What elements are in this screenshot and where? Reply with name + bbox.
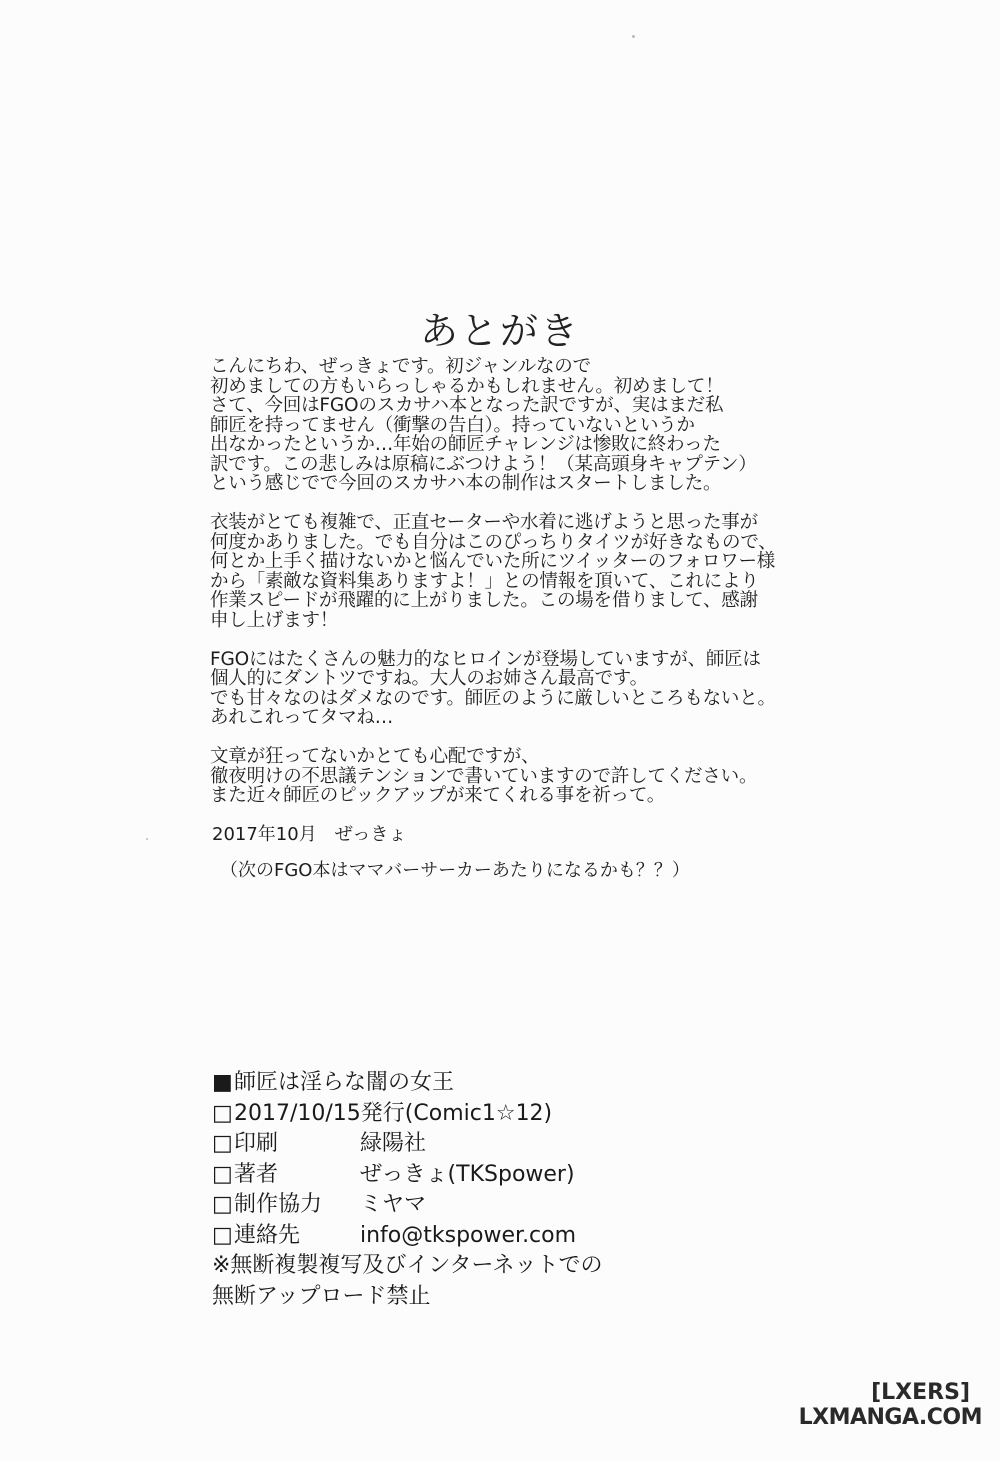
print-speck [632, 35, 635, 38]
colophon-book-title [212, 1068, 602, 1099]
empty-square-icon: □ [212, 1192, 233, 1217]
cooperation-label: 制作協力 [234, 1192, 323, 1217]
paragraph-2 [210, 513, 850, 630]
colophon-release-date [212, 1099, 602, 1130]
page-title: あとがき [419, 309, 580, 353]
colophon-printer [212, 1129, 602, 1160]
text-line: さて、今回はFGOのスカサハ本となった訳ですが、実はまだ私 [210, 395, 724, 416]
notice-text: ※無断複製複写及びインターネットでの [212, 1253, 603, 1278]
author-value: ぜっきょ(TKSpower) [360, 1161, 575, 1187]
colophon [212, 1068, 602, 1312]
release-date: 2017/10/15発行(Comic1☆12) [234, 1100, 553, 1126]
colophon-author [212, 1160, 602, 1191]
text-line: 何とか上手く描けないかと悩んでいた所にツイッターのフォロワー様 [210, 551, 776, 572]
book-title: 師匠は淫らな闇の女王 [234, 1070, 455, 1095]
empty-square-icon: □ [212, 1161, 233, 1187]
text-line: でも甘々なのはダメなのです。師匠のように厳しいところもないと。 [210, 687, 776, 709]
site-watermark [799, 1380, 982, 1431]
copyright-notice-line-1 [212, 1251, 602, 1282]
contact-email: info@tkspower.com [360, 1222, 577, 1248]
text-line: こんにちわ、ぜっきょです。初ジャンルなので [210, 356, 591, 377]
filled-square-icon: ■ [212, 1070, 233, 1095]
text-line: FGOにはたくさんの魅力的なヒロインが登場していますが、師匠は [210, 648, 761, 670]
afterword-body [210, 357, 850, 825]
empty-square-icon: □ [212, 1222, 233, 1248]
text-line: という感じでで今回のスカサハ本の制作はスタートしました。 [210, 473, 722, 494]
signature: 2017年10月 ぜっきょ [212, 824, 407, 845]
watermark-line-1: [LXERS] [871, 1380, 970, 1405]
text-line: 申し上げます！ [210, 609, 339, 631]
colophon-cooperation [212, 1190, 602, 1221]
paragraph-3 [210, 650, 850, 728]
text-line: 訳です。この悲しみは原稿にぶつけよう！（某高頭身キャプテン） [210, 453, 757, 475]
empty-square-icon: □ [212, 1131, 233, 1156]
text-line: 徹夜明けの不思議テンションで書いていますので許してください。 [210, 765, 758, 787]
printer-label: 印刷 [234, 1131, 279, 1156]
cooperation-value: ミヤマ [360, 1192, 427, 1217]
text-line: から「素敵な資料集ありますよ！」との情報を頂いて、これにより [210, 570, 759, 592]
copyright-notice-line-2 [212, 1282, 602, 1313]
text-line: 初めましての方もいらっしゃるかもしれません。初めまして！ [210, 375, 724, 397]
paragraph-1 [210, 357, 850, 494]
watermark-line-2: LXMANGA.COM [798, 1405, 982, 1430]
notice-text: 無断アップロード禁止 [212, 1283, 431, 1309]
text-line: 衣装がとても複雑で、正直セーターや水着に逃げようと思った事が [210, 512, 758, 533]
text-line: 作業スピードが飛躍的に上がりました。この場を借りまして、感謝 [210, 590, 758, 611]
paragraph-4 [210, 747, 850, 806]
postscript: （次のFGO本はママバーサーカーあたりになるかも？？） [220, 860, 690, 881]
printer-value: 緑陽社 [360, 1131, 427, 1156]
text-line: 出なかったというか…年始の師匠チャレンジは惨敗に終わった [210, 434, 721, 455]
author-label: 著者 [234, 1161, 279, 1187]
colophon-contact [212, 1221, 602, 1252]
text-line: 個人的にダントツですね。大人のお姉さん最高です。 [210, 668, 648, 689]
print-speck [146, 838, 148, 840]
contact-label: 連絡先 [234, 1222, 301, 1248]
text-line: また近々師匠のピックアップが来てくれる事を祈って。 [210, 785, 666, 806]
text-line: 師匠を持ってません（衝撃の告白）。持っていないというか [210, 414, 695, 436]
text-line: あれこれってタマね… [210, 707, 394, 728]
text-line: 文章が狂ってないかとても心配ですが、 [210, 746, 540, 767]
text-line: 何度かありました。でも自分はこのぴっちりタイツが好きなもので、 [210, 531, 777, 553]
empty-square-icon: □ [212, 1100, 233, 1126]
